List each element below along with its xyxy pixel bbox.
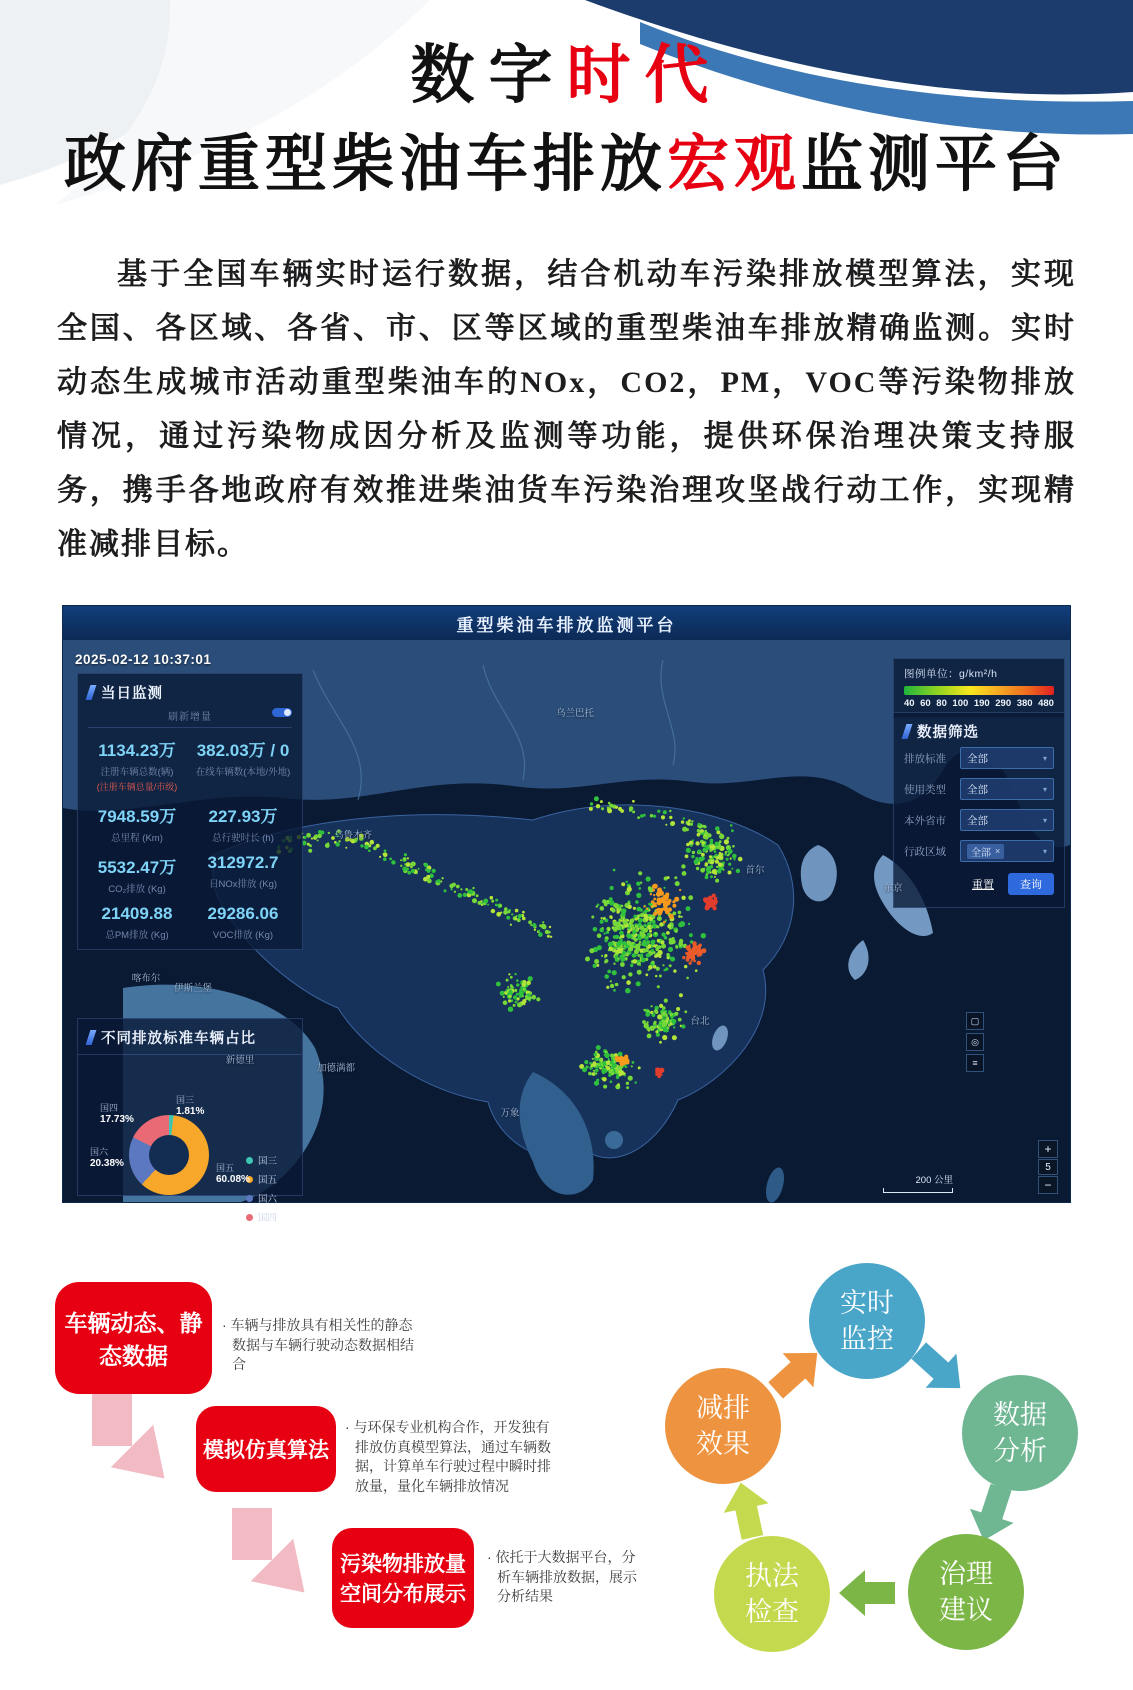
pie-slice-label: [100, 1101, 134, 1125]
legend-dot-icon: [246, 1214, 253, 1221]
panel-accent-icon: [902, 724, 913, 739]
stat-label: 日NOx排放 (Kg): [208, 879, 278, 890]
dashboard-screenshot: [63, 606, 1070, 1224]
zoom-in-button[interactable]: +: [1038, 1140, 1058, 1158]
filter-panel-title: 数据筛选: [917, 725, 979, 741]
donut-legend: [246, 1153, 277, 1229]
stat-value: 227.93万: [208, 807, 278, 826]
stat-label: 总里程 (Km): [111, 833, 163, 844]
map-scale: [863, 1172, 953, 1193]
filter-value: 全部: [967, 783, 988, 796]
map-timestamp: 2025-02-12 10:37:01: [75, 652, 212, 667]
filter-select-本外省市[interactable]: [960, 809, 1054, 831]
refresh-toggle[interactable]: [272, 708, 292, 717]
title1-red: 时代: [566, 39, 723, 111]
stat-label: 总PM排放 (Kg): [105, 930, 169, 941]
intro-paragraph: 基于全国车辆实时运行数据，结合机动车污染排放模型算法，实现全国、各区域、各省、市、区等区域的重型柴油车排放精确监测。实时动态生成城市活动重型柴油车的NOx，CO2，PM，VOC等污染物排放情况，通过污染物成因分析及监测等功能，提供环保治理决策支持服务，携手各地政府有效推进柴油货车污染治理攻坚战行动工作，实现精准减排目标。: [57, 258, 1076, 561]
stat-cell: [190, 853, 296, 895]
landmass-hainan: [605, 1131, 623, 1149]
chevron-down-icon: ▾: [1042, 815, 1047, 825]
stat-cell: [84, 853, 190, 895]
cycle-step-label: 执法检查: [745, 1561, 799, 1627]
map-city-label: 加德满都: [316, 1063, 356, 1074]
stat-cell: [190, 802, 296, 844]
legend-tick: 60: [920, 698, 931, 709]
pie-slice-name: 国四: [100, 1103, 119, 1113]
legend-dot-icon: [246, 1195, 253, 1202]
chevron-down-icon: ▾: [1042, 753, 1047, 763]
flow-box-1: 车辆动态、静态数据: [55, 1282, 212, 1394]
stat-cell: [84, 802, 190, 844]
flow-arrow-2: [232, 1508, 326, 1614]
today-panel-subtitle: 刷新增量: [168, 712, 212, 723]
dashboard-title: 重型柴油车排放监测平台: [456, 615, 677, 635]
dashboard-header: [63, 606, 1070, 640]
cycle-step-label: 减排效果: [696, 1393, 750, 1459]
map-scale-line: [883, 1188, 953, 1193]
pie-slice-label: [90, 1145, 124, 1169]
filter-select-使用类型[interactable]: [960, 778, 1054, 800]
legend-tick: 290: [995, 698, 1012, 709]
filter-row: [904, 778, 1054, 800]
cycle-step-5: [665, 1368, 781, 1484]
map-city-label: 首尔: [745, 865, 765, 876]
stat-value: 382.03万 / 0: [196, 741, 290, 760]
stat-cell: [84, 736, 190, 793]
pie-slice-name: 国六: [90, 1147, 109, 1157]
map-city-label: 万象: [500, 1108, 520, 1119]
map-tool-target-icon[interactable]: ◎: [966, 1033, 984, 1051]
zoom-level: 5: [1038, 1159, 1058, 1175]
map-city-label: 东京: [883, 883, 903, 894]
stat-label: 总行驶时长 (h): [212, 833, 274, 844]
filter-label: 本外省市: [904, 814, 946, 827]
today-panel: [77, 673, 303, 950]
panel-accent-icon: [86, 1030, 97, 1045]
filter-value: 全部: [967, 752, 988, 765]
pie-panel-title: 不同排放标准车辆占比: [101, 1031, 256, 1047]
legend-label: 国三: [258, 1156, 278, 1167]
map-legend-panel: [893, 658, 1065, 718]
legend-item: [246, 1191, 277, 1205]
map-zoom-control: [1038, 1140, 1058, 1194]
reset-button[interactable]: 重置: [972, 879, 994, 891]
stat-cell: [190, 904, 296, 941]
filter-select-行政区域[interactable]: [960, 840, 1054, 862]
today-stats-grid: [78, 736, 302, 941]
pie-slice-pct: 20.38%: [90, 1158, 124, 1169]
flow-box-3: 污染物排放量空间分布展示: [332, 1528, 474, 1628]
query-button[interactable]: 查询: [1008, 873, 1054, 895]
stat-label: 在线车辆数(本地/外地): [195, 767, 291, 778]
filter-row: [904, 747, 1054, 769]
cycle-arrow-icon: [839, 1570, 895, 1616]
filter-label: 行政区域: [904, 845, 946, 858]
title2-post: 监测平台: [801, 130, 1070, 199]
stat-label: 注册车辆总数(辆): [100, 767, 174, 778]
pie-slice-label: [216, 1161, 250, 1185]
filter-label: 排放标准: [904, 752, 946, 765]
map-scale-label: 200 公里: [915, 1175, 953, 1186]
stat-value: 1134.23万: [98, 741, 176, 760]
filter-tag: 全部 ×: [967, 844, 1004, 859]
pie-slice-name: 国三: [176, 1095, 195, 1105]
legend-tick: 480: [1038, 698, 1054, 709]
legend-gradient-bar: [904, 686, 1054, 695]
legend-tick: 80: [936, 698, 947, 709]
page-title-line2: [0, 114, 1133, 203]
legend-unit-label: 图例单位：g/km²/h: [904, 668, 998, 680]
cycle-step-1: [809, 1263, 925, 1379]
cycle-step-label: 治理建议: [939, 1559, 993, 1625]
pie-slice-pct: 17.73%: [100, 1114, 134, 1125]
zoom-out-button[interactable]: −: [1038, 1176, 1058, 1194]
china-emission-map[interactable]: [63, 640, 1070, 1224]
legend-tick: 100: [952, 698, 969, 709]
legend-label: 国四: [258, 1213, 278, 1224]
stat-sublabel: (注册车辆总量/市级): [96, 782, 178, 792]
title2-red: 宏观: [666, 130, 801, 199]
data-filter-panel: [893, 712, 1065, 908]
map-city-label: 台北: [690, 1016, 710, 1027]
title2-pre: 政府重型柴油车排放: [63, 130, 667, 199]
map-tool-expand-icon[interactable]: ▢: [966, 1012, 984, 1030]
stat-value: 5532.47万: [97, 858, 177, 877]
chevron-down-icon: ▾: [1042, 846, 1047, 856]
flow-note-1: · 车辆与排放具有相关性的静态数据与车辆行驶动态数据相结合: [222, 1317, 414, 1372]
pie-slice-label: [176, 1093, 204, 1117]
flow-box-2: 模拟仿真算法: [196, 1406, 336, 1492]
filter-row: [904, 809, 1054, 831]
panel-accent-icon: [86, 685, 97, 700]
legend-item: [246, 1172, 277, 1186]
cycle-step-label: 数据分析: [993, 1400, 1047, 1466]
cycle-step-2: [962, 1375, 1078, 1491]
stat-cell: [84, 904, 190, 941]
stat-label: CO₂排放 (Kg): [108, 884, 166, 895]
map-city-label: 喀布尔: [131, 973, 161, 984]
filter-label: 使用类型: [904, 783, 946, 796]
pie-slice-pct: 60.08%: [216, 1174, 250, 1185]
stat-value: 21409.88: [101, 904, 173, 923]
legend-item: [246, 1153, 277, 1167]
legend-tick: 380: [1016, 698, 1033, 709]
tag-close-icon[interactable]: ×: [995, 846, 1001, 856]
stat-cell: [190, 736, 296, 793]
emission-standard-panel: [77, 1018, 303, 1224]
chevron-down-icon: ▾: [1042, 784, 1047, 794]
legend-tick: 190: [973, 698, 990, 709]
pie-slice-pct: 1.81%: [176, 1106, 205, 1117]
legend-tick: 40: [904, 698, 915, 709]
stat-label: VOC排放 (Kg): [212, 930, 274, 941]
donut-hole: [149, 1135, 189, 1175]
flow-note-3: · 依托于大数据平台，分析车辆排放数据，展示分析结果: [487, 1549, 637, 1604]
cycle-arrow-icon: [718, 1478, 775, 1542]
stat-value: 7948.59万: [97, 807, 177, 826]
emission-standard-donut-chart: [78, 1057, 302, 1224]
map-city-label: 乌鲁木齐: [333, 830, 373, 841]
legend-ticks: [904, 698, 1054, 709]
filter-value: 全部: [967, 814, 988, 827]
map-city-label: 新德里: [225, 1055, 255, 1066]
flow-arrow-1: [92, 1394, 186, 1500]
cycle-step-3: [908, 1534, 1024, 1650]
filter-row: [904, 840, 1054, 862]
legend-label: 国六: [258, 1194, 278, 1205]
cycle-step-label: 实时监控: [840, 1288, 894, 1354]
filter-select-排放标准[interactable]: [960, 747, 1054, 769]
stat-value: 29286.06: [207, 904, 279, 923]
page-title-line1: [0, 24, 1133, 116]
flow-note-2: · 与环保专业机构合作，开发独有排放仿真模型算法，通过车辆数据，计算单车行驶过程中瞬时排放量，量化车辆排放情况: [345, 1419, 551, 1494]
map-city-label: 乌兰巴托: [555, 708, 595, 719]
legend-item: [246, 1210, 277, 1224]
map-tool-layers-icon[interactable]: ≡: [966, 1054, 984, 1072]
today-panel-title: 当日监测: [101, 686, 163, 702]
map-city-label: 伊斯兰堡: [173, 983, 213, 994]
pie-slice-name: 国五: [216, 1163, 235, 1173]
legend-label: 国五: [258, 1175, 278, 1186]
cycle-step-4: [714, 1536, 830, 1652]
title1-black: 数字: [410, 39, 567, 111]
stat-value: 312972.7: [207, 853, 279, 872]
